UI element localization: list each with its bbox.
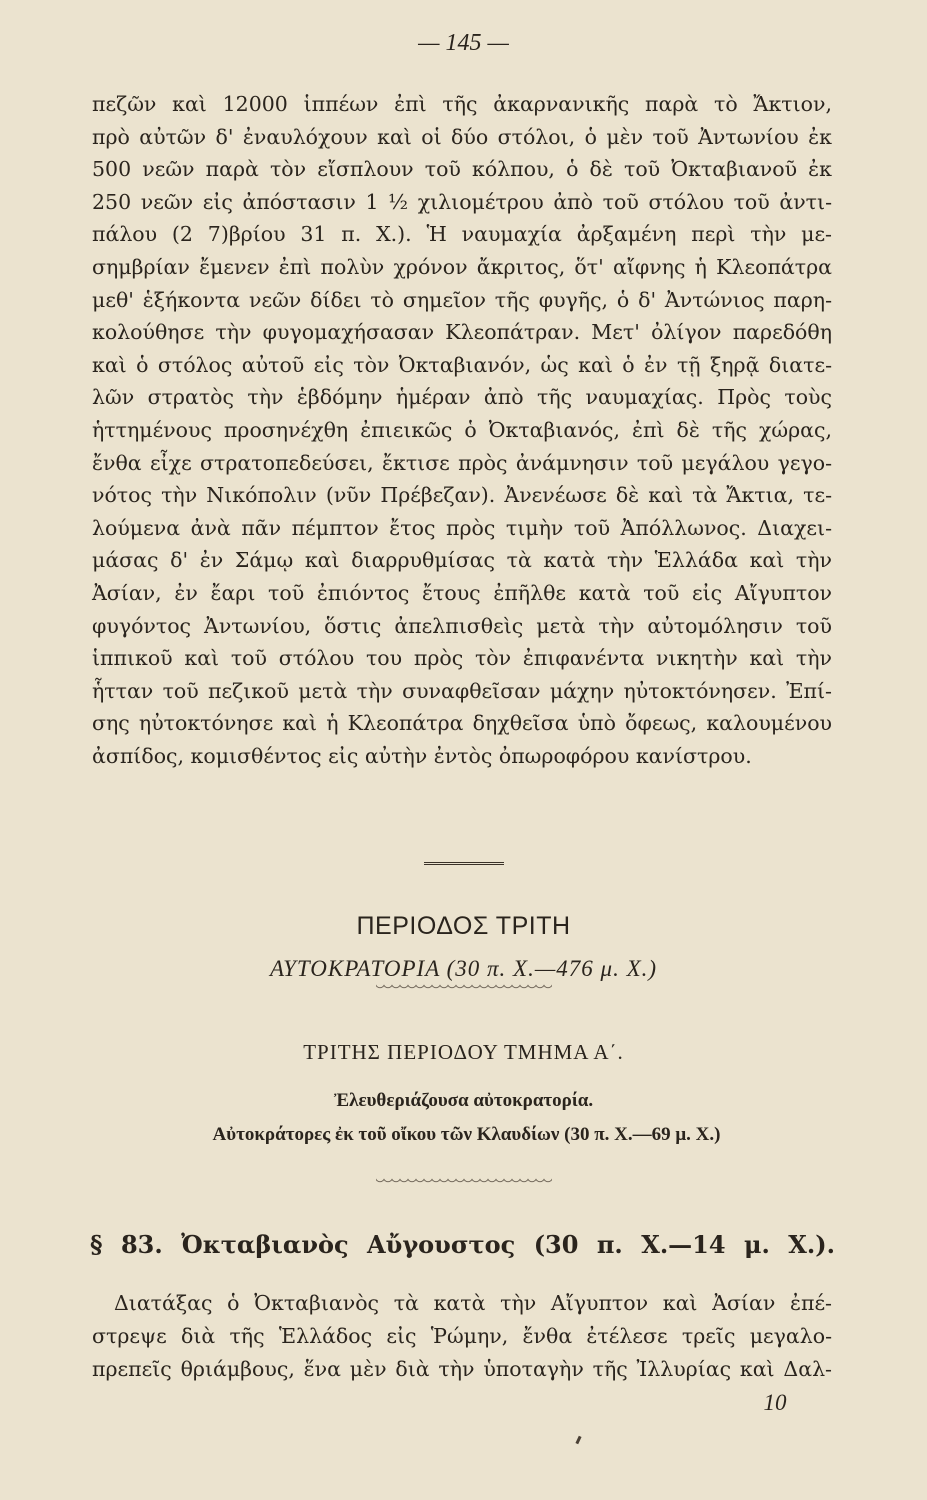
text-line: κολούθησε τὴν φυγομαχήσασαν Κλεοπάτραν. Μετ' ὀλίγον παρεδόθη [92, 320, 832, 345]
bottom-paragraph [92, 1287, 832, 1386]
text-line: ἧτταν τοῦ πεζικοῦ μετὰ τὴν συναφθεῖσαν μάχην ηὐτοκτόνησεν. Ἐπί- [92, 678, 832, 703]
text-line: ἡττημένους προσηνέχθη ἐπιεικῶς ὁ Ὀκταβιανός, ἐπὶ δὲ τῆς χώρας, [92, 417, 832, 442]
text-line: μεθ' ἑξήκοντα νεῶν δίδει τὸ σημεῖον τῆς φυγῆς, ὁ δ' Ἀντώνιος παρη- [92, 287, 832, 312]
section-title: ΤΡΙΤΗΣ ΠΕΡΙΟΔΟΥ ΤΜΗΜΑ Α΄. [303, 1040, 624, 1064]
text-line: μάσας δ' ἐν Σάμῳ καὶ διαρρυθμίσας τὰ κατὰ τὴν Ἑλλάδα καὶ τὴν [92, 548, 832, 573]
chapter-heading: § 83. Ὀκταβιανὸς Αὔγουστος (30 π. Χ.—14 μ. Χ.). [90, 1230, 835, 1259]
text-line: πάλου (2 7)βρίου 31 π. Χ.). Ἡ ναυμαχία ἀρξαμένη περὶ τὴν με- [92, 222, 832, 247]
section-dynasty-heading: Αὐτοκράτορες ἐκ τοῦ οἴκου τῶν Κλαυδίων (30 π. Χ.—69 μ. Χ.) [212, 1124, 721, 1145]
page-number: — 145 — [418, 30, 509, 56]
text-line: 250 νεῶν εἰς ἀπόστασιν 1 ½ χιλιομέτρου ἀπὸ τοῦ στόλου τοῦ ἀντι- [92, 189, 832, 214]
section-subtitle: Ἐλευθεριάζουσα αὐτοκρατορία. [333, 1090, 594, 1111]
text-line: ἱππικοῦ καὶ τοῦ στόλου του πρὸς τὸν ἐπιφανέντα νικητὴν καὶ τὴν [92, 646, 832, 671]
text-line: σης ηὐτοκτόνησε καὶ ἡ Κλεοπάτρα δηχθεῖσα ὑπὸ ὄφεως, καλουμένου [92, 711, 832, 736]
ink-speck [575, 1436, 581, 1445]
period-subtitle: ΑΥΤΟΚΡΑΤΟΡΙΑ (30 π. Χ.—476 μ. Χ.) [269, 956, 658, 981]
period-title: ΠΕΡΙΟΔΟΣ ΤΡΙΤΗ [356, 912, 571, 940]
text-line: Ἀσίαν, ἐν ἔαρι τοῦ ἐπιόντος ἔτους ἐπῆλθε κατὰ τοῦ εἰς Αἴγυπτον [92, 580, 832, 605]
text-line: λῶν στρατὸς τὴν ἑβδόμην ἡμέραν ἀπὸ τῆς ναυμαχίας. Πρὸς τοὺς [92, 385, 832, 410]
wavy-divider [376, 984, 552, 992]
text-line: Διατάξας ὁ Ὀκταβιανὸς τὰ κατὰ τὴν Αἴγυπτον καὶ Ἀσίαν ἐπέ- [114, 1291, 832, 1315]
text-line: πρεπεῖς θριάμβους, ἕνα μὲν διὰ τὴν ὑποταγὴν τῆς Ἰλλυρίας καὶ Δαλ- [92, 1357, 832, 1381]
section-divider [424, 862, 504, 865]
text-line: σημβρίαν ἔμενεν ἐπὶ πολὺν χρόνον ἄκριτος, ὅτ' αἴφνης ἡ Κλεοπάτρα [92, 254, 832, 279]
text-line: ἀσπίδος, κομισθέντος εἰς αὐτὴν ἐντὸς ὀπωροφόρου κανίστρου. [92, 743, 752, 768]
text-line: λούμενα ἀνὰ πᾶν πέμπτον ἔτος πρὸς τιμὴν τοῦ Ἀπόλλωνος. Διαχει- [92, 515, 832, 540]
text-line: πεζῶν καὶ 12000 ἱππέων ἐπὶ τῆς ἀκαρνανικῆς παρὰ τὸ Ἄκτιον, [92, 92, 832, 116]
text-line: στρεψε διὰ τῆς Ἑλλάδος εἰς Ῥώμην, ἔνθα ἐτέλεσε τρεῖς μεγαλο- [92, 1324, 832, 1348]
wavy-divider [376, 1178, 552, 1186]
text-line: πρὸ αὐτῶν δ' ἐναυλόχουν καὶ οἱ δύο στόλοι, ὁ μὲν τοῦ Ἀντωνίου ἐκ [92, 124, 832, 149]
text-line: καὶ ὁ στόλος αὐτοῦ εἰς τὸν Ὀκταβιανόν, ὡς καὶ ὁ ἐν τῇ ξηρᾷ διατε- [92, 352, 832, 377]
text-line: νότος τὴν Νικόπολιν (νῦν Πρέβεζαν). Ἀνενέωσε δὲ καὶ τὰ Ἄκτια, τε- [92, 483, 832, 508]
signature-mark: 10 [763, 1390, 787, 1415]
text-line: 500 νεῶν παρὰ τὸν εἴσπλουν τοῦ κόλπου, ὁ δὲ τοῦ Ὀκταβιανοῦ ἐκ [92, 157, 832, 182]
text-line: ἔνθα εἶχε στρατοπεδεύσει, ἔκτισε πρὸς ἀνάμνησιν τοῦ μεγάλου γεγο- [92, 450, 832, 475]
text-line: φυγόντος Ἀντωνίου, ὅστις ἀπελπισθεὶς μετὰ τὴν αὐτομόλησιν τοῦ [92, 613, 832, 638]
top-paragraph [92, 88, 832, 772]
